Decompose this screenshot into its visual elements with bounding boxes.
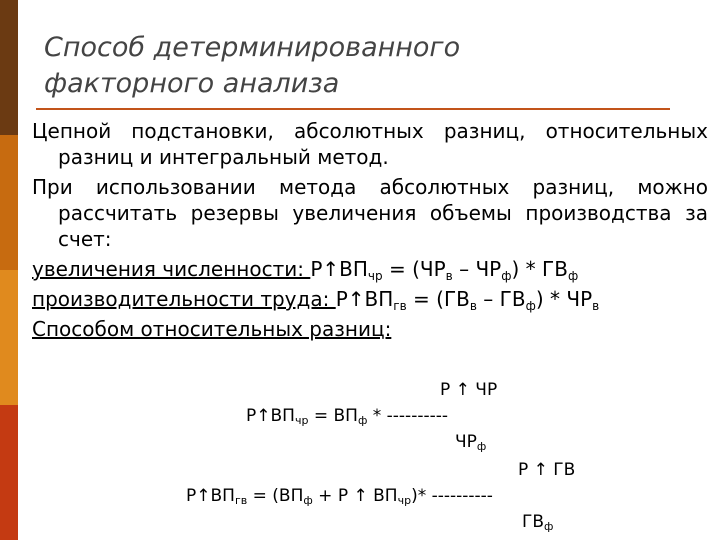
rel-productivity-numerator: Р ↑ ГВ [518, 460, 576, 480]
productivity-label: производительности труда: [32, 287, 336, 311]
slide-title [44, 30, 664, 102]
workers-formula: $Р↑ВП_{чр} = (ЧР_в - ЧР_ф) * ГВ_ф$ [310, 257, 579, 283]
sidebar-block-red [0, 405, 18, 540]
title-line-2: факторного анализа [44, 68, 340, 99]
rel-workers-denominator: $ЧР_ф$ [455, 432, 487, 453]
sidebar-block-orange [0, 135, 18, 270]
sidebar-block-light-orange [0, 270, 18, 405]
paragraph-relative-method [32, 316, 708, 342]
paragraph-methods: Цепной подстановки, абсолютных разниц, относительных разниц и интегральный метод. [32, 119, 708, 169]
title-underline [36, 108, 670, 110]
workers-label: увеличения численности: [32, 257, 311, 281]
rel-workers-formula-line: $Р↑ВП_{чр} = ВП_ф$ * ---------- [246, 406, 448, 427]
rel-productivity-formula-line: $Р↑ВП_{гв} = (ВП_ф + Р$ ↑ $ВП_{чр})*$ ---------- [186, 486, 493, 507]
productivity-formula: $Р↑ВП_{гв} = (ГВ_в - ГВ_ф) * ЧР_в$ [335, 287, 600, 313]
paragraph-absolute-method: При использовании метода абсолютных разниц, можно рассчитать резервы увеличения объемы производства за счет: [32, 175, 708, 251]
title-line-1: Способ детерминированного [44, 32, 461, 63]
paragraph-productivity-formula [32, 286, 708, 312]
slide-body [32, 118, 708, 346]
decorative-sidebar [0, 0, 18, 540]
rel-productivity-denominator: $ГВ_ф$ [522, 512, 554, 533]
sidebar-block-dark-brown [0, 0, 18, 135]
rel-workers-numerator: Р ↑ ЧР [440, 380, 498, 400]
paragraph-workers-formula [32, 256, 708, 282]
relative-method-label: Способом относительных разниц: [32, 317, 392, 341]
